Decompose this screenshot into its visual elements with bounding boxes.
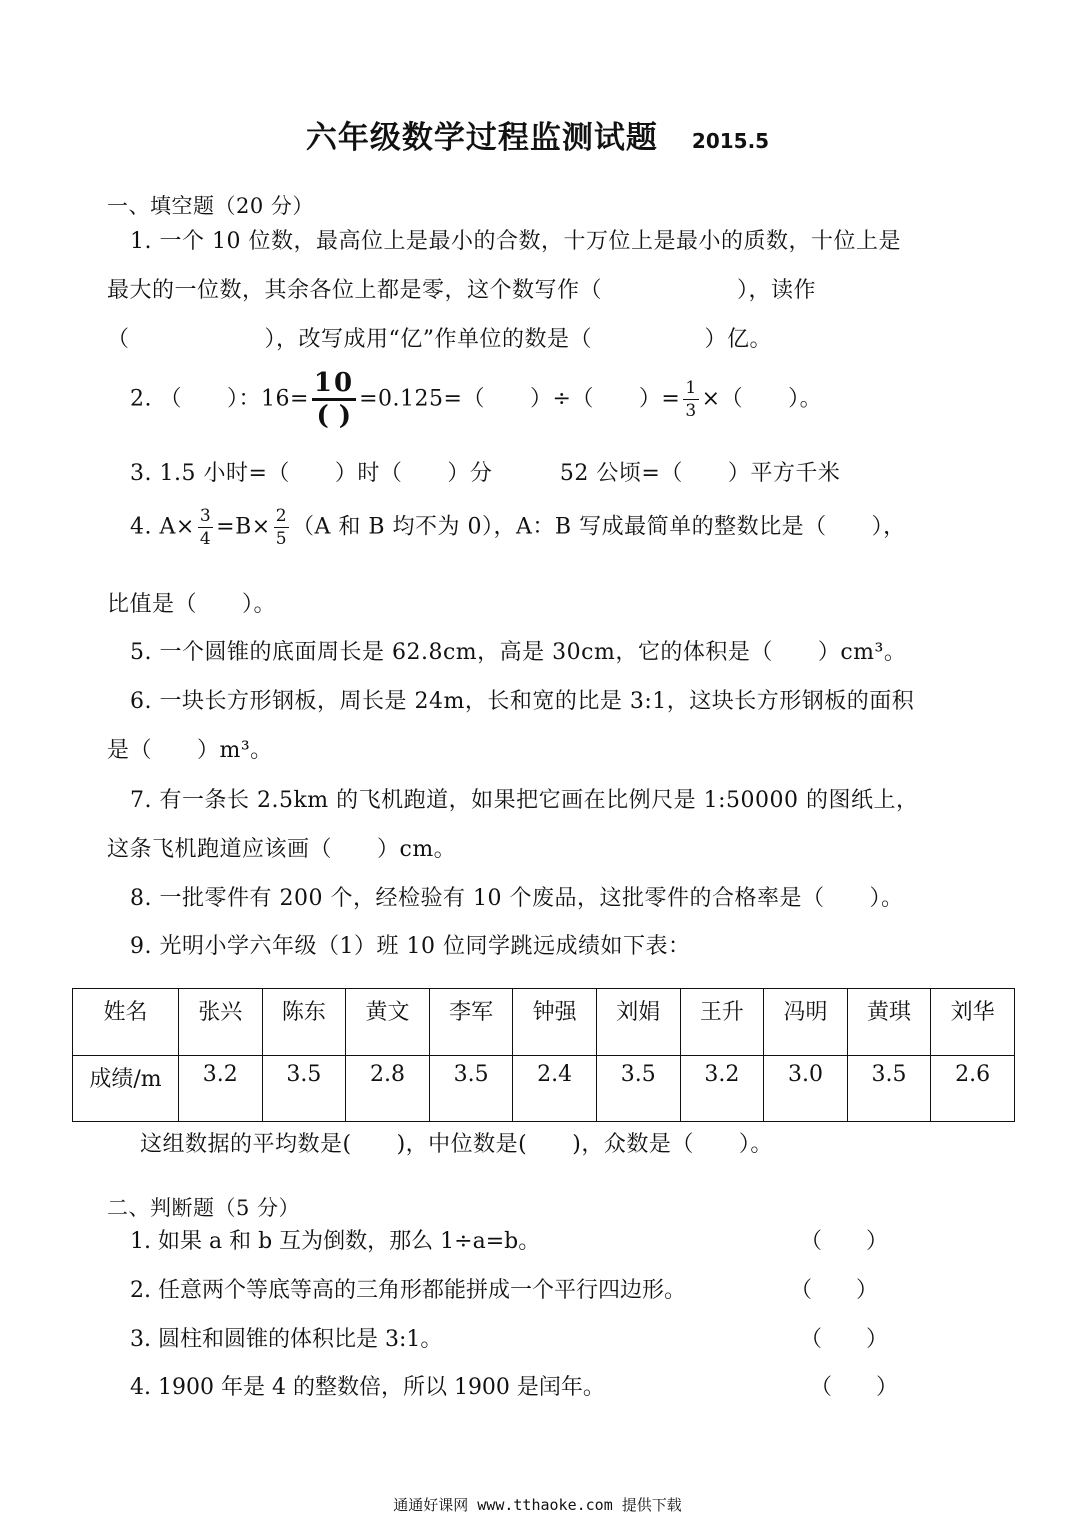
table-row	[73, 1055, 1015, 1122]
q4-f2-num: 2	[275, 506, 288, 526]
q2-fraction	[312, 368, 356, 431]
q4-f1-den: 4	[199, 529, 212, 549]
q1-line3: （ ），改写成用“亿”作单位的数是（ ）亿。	[107, 327, 772, 352]
table-cell: 陈东	[262, 989, 346, 1056]
judge-item-4: 4. 1900 年是 4 的整数倍，所以 1900 是闰年。	[130, 1375, 605, 1400]
judge-bracket-3: （ ）	[800, 1327, 889, 1352]
q2-line	[130, 368, 965, 431]
table-cell: 2.8	[346, 1055, 430, 1122]
table-cell: 刘娟	[596, 989, 680, 1056]
judge-item-3: 3. 圆柱和圆锥的体积比是 3:1。	[130, 1327, 443, 1352]
q4-line2: 比值是（ ）。	[107, 592, 277, 617]
q2-fraction2	[683, 377, 698, 422]
q9-after-table: 这组数据的平均数是( )，中位数是( )，众数是（ ）。	[140, 1132, 773, 1157]
q4-f1-num: 3	[199, 506, 212, 526]
section1-heading: 一、填空题（20 分）	[107, 194, 314, 218]
table-cell: 刘华	[931, 989, 1015, 1056]
q2-mid: =0.125=（ ）÷（ ）=	[359, 386, 681, 412]
q7-line2: 这条飞机跑道应该画（ ）cm。	[107, 837, 457, 862]
table-cell: 3.5	[262, 1055, 346, 1122]
table-cell: 3.2	[179, 1055, 263, 1122]
judge-item-1: 1. 如果 a 和 b 互为倒数，那么 1÷a=b。	[130, 1229, 541, 1254]
q2-prefix: 2. （ ）：16=	[130, 386, 309, 412]
jump-scores-table	[72, 988, 1015, 1122]
table-cell: 李军	[429, 989, 513, 1056]
q7-line1: 7. 有一条长 2.5km 的飞机跑道，如果把它画在比例尺是 1:50000 的图纸上，	[130, 788, 919, 813]
table-cell: 2.4	[513, 1055, 597, 1122]
table-row	[73, 989, 1015, 1056]
table-cell: 3.5	[429, 1055, 513, 1122]
table-cell: 3.5	[847, 1055, 931, 1122]
table-cell: 钟强	[513, 989, 597, 1056]
q4-mid: =B×	[216, 514, 271, 540]
judge-bracket-2: （ ）	[790, 1278, 879, 1303]
title-year: 2015.5	[691, 129, 770, 153]
q9-line: 9. 光明小学六年级（1）班 10 位同学跳远成绩如下表：	[130, 934, 691, 959]
table-cell: 黄文	[346, 989, 430, 1056]
q5-line: 5. 一个圆锥的底面周长是 62.8cm，高是 30cm，它的体积是（ ）cm³。	[130, 640, 907, 665]
section2-heading: 二、判断题（5 分）	[107, 1196, 301, 1220]
judge-bracket-4: （ ）	[810, 1375, 899, 1400]
table-header-name: 姓名	[73, 989, 179, 1056]
table-cell: 王升	[680, 989, 764, 1056]
q2-frac2-den: 3	[685, 401, 697, 421]
q4-fraction2	[274, 505, 289, 550]
q8-line: 8. 一批零件有 200 个，经检验有 10 个废品，这批零件的合格率是（ ）。	[130, 886, 904, 911]
q4-f2-den: 5	[275, 529, 288, 549]
table-cell: 3.2	[680, 1055, 764, 1122]
q4-prefix: 4. A×	[130, 514, 195, 540]
q2-frac-den: ( )	[316, 401, 352, 431]
footer-credit: 通通好课网 www.tthaoke.com 提供下载	[393, 1496, 682, 1514]
q4-line1	[130, 505, 965, 550]
table-cell: 3.5	[596, 1055, 680, 1122]
table-cell: 黄琪	[847, 989, 931, 1056]
q3-line: 3. 1.5 小时=（ ）时（ ）分 52 公顷=（ ）平方千米	[130, 461, 841, 486]
q1-line1: 1. 一个 10 位数，最高位上是最小的合数，十万位上是最小的质数，十位上是	[130, 229, 901, 254]
q2-suffix: ×（ ）。	[701, 386, 823, 412]
table-cell: 2.6	[931, 1055, 1015, 1122]
judge-item-2: 2. 任意两个等底等高的三角形都能拼成一个平行四边形。	[130, 1278, 686, 1303]
table-cell: 冯明	[764, 989, 848, 1056]
q2-frac-num: 10	[312, 368, 356, 401]
table-cell: 张兴	[179, 989, 263, 1056]
q6-line2: 是（ ）m³。	[107, 738, 273, 763]
judge-bracket-1: （ ）	[800, 1229, 889, 1254]
q4-fraction1	[198, 505, 213, 550]
q2-frac2-num: 1	[685, 378, 697, 398]
table-header-score: 成绩/m	[73, 1055, 179, 1122]
q1-line2: 最大的一位数，其余各位上都是零，这个数写作（ ），读作	[107, 278, 817, 303]
table-cell: 3.0	[764, 1055, 848, 1122]
page-title	[0, 112, 1075, 157]
q6-line1: 6. 一块长方形钢板，周长是 24m，长和宽的比是 3:1，这块长方形钢板的面积	[130, 689, 915, 714]
q4-suffix: （A 和 B 均不为 0），A：B 写成最简单的整数比是（ ），	[292, 514, 906, 540]
title-text: 六年级数学过程监测试题	[305, 120, 658, 156]
